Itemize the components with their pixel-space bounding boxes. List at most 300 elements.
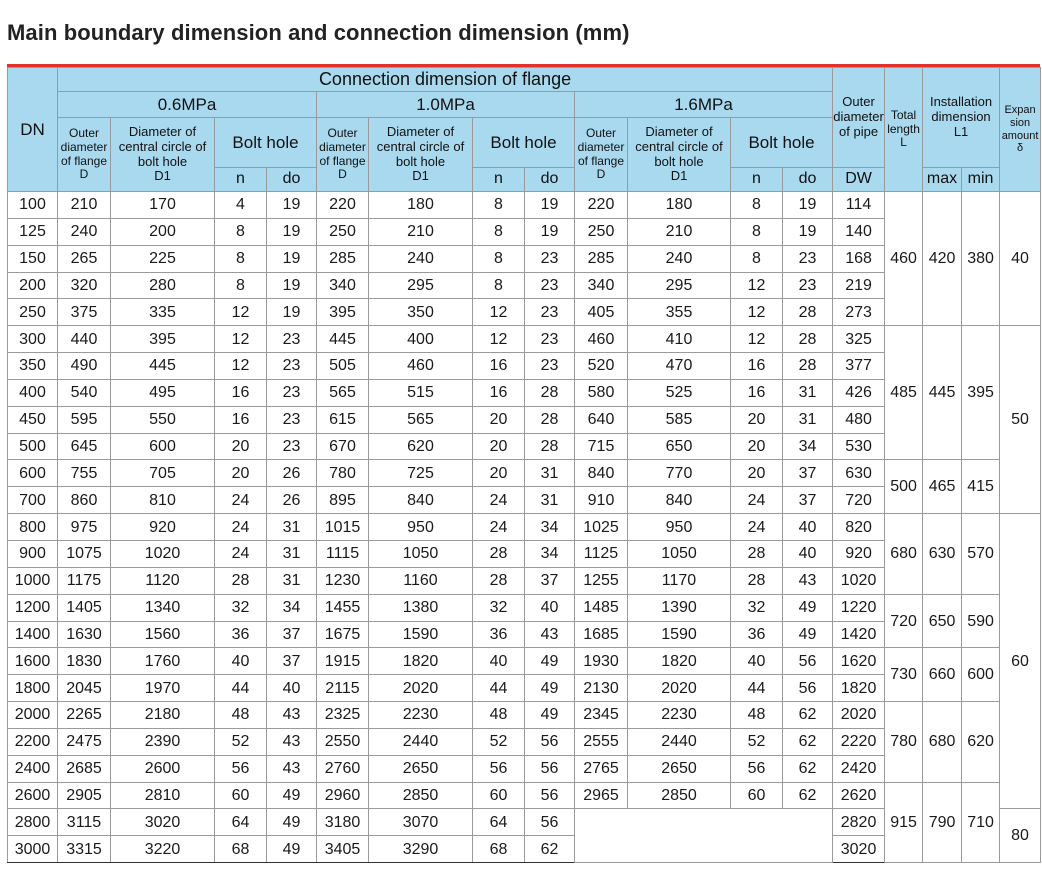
table-cell: 1020 — [833, 567, 885, 594]
install-max-cell: 660 — [923, 648, 962, 702]
table-cell: 615 — [317, 406, 369, 433]
table-cell: 16 — [215, 379, 267, 406]
table-cell: 31 — [267, 540, 317, 567]
table-cell: 1820 — [833, 675, 885, 702]
table-cell: 60 — [215, 782, 267, 809]
table-cell: 37 — [783, 487, 833, 514]
table-cell: 43 — [525, 621, 575, 648]
table-cell: 1970 — [111, 675, 215, 702]
table-cell: 375 — [58, 299, 111, 326]
table-cell: 8 — [473, 218, 525, 245]
table-cell: 1820 — [628, 648, 731, 675]
table-cell: 1630 — [58, 621, 111, 648]
table-cell: 445 — [111, 353, 215, 380]
table-cell: 2820 — [833, 809, 885, 836]
table-cell: 250 — [8, 299, 58, 326]
table-cell: 410 — [628, 326, 731, 353]
table-cell: 320 — [58, 272, 111, 299]
table-row — [8, 648, 1041, 675]
table-cell: 56 — [525, 782, 575, 809]
table-cell: 40 — [783, 514, 833, 541]
table-cell: 12 — [731, 299, 783, 326]
table-cell: 19 — [267, 192, 317, 219]
table-cell: 840 — [628, 487, 731, 514]
install-max-cell: 680 — [923, 702, 962, 783]
install-min-cell: 620 — [962, 702, 1000, 783]
table-cell: 150 — [8, 245, 58, 272]
table-cell: 24 — [215, 540, 267, 567]
table-cell: 530 — [833, 433, 885, 460]
table-cell: 720 — [833, 487, 885, 514]
table-cell: 515 — [369, 379, 473, 406]
table-cell: 240 — [58, 218, 111, 245]
table-cell: 285 — [575, 245, 628, 272]
table-cell: 23 — [525, 353, 575, 380]
table-cell: 23 — [525, 245, 575, 272]
table-cell: 426 — [833, 379, 885, 406]
table-cell: 23 — [267, 353, 317, 380]
table-cell: 170 — [111, 192, 215, 219]
table-cell: 550 — [111, 406, 215, 433]
table-cell: 975 — [58, 514, 111, 541]
do-header: do — [267, 168, 317, 192]
table-cell: 40 — [731, 648, 783, 675]
table-cell: 28 — [215, 567, 267, 594]
table-cell: 2325 — [317, 702, 369, 729]
table-cell: 335 — [111, 299, 215, 326]
table-cell: 31 — [783, 406, 833, 433]
table-cell: 2685 — [58, 755, 111, 782]
table-cell: 2400 — [8, 755, 58, 782]
table-cell: 12 — [215, 353, 267, 380]
table-cell: 1590 — [628, 621, 731, 648]
table-cell: 1760 — [111, 648, 215, 675]
table-cell: 2905 — [58, 782, 111, 809]
table-cell: 34 — [525, 514, 575, 541]
table-cell: 565 — [317, 379, 369, 406]
table-cell: 2620 — [833, 782, 885, 809]
install-max-cell: 790 — [923, 782, 962, 863]
total-length-cell: 730 — [885, 648, 923, 702]
install-min-cell: 415 — [962, 460, 1000, 514]
table-cell: 40 — [215, 648, 267, 675]
table-cell: 12 — [731, 326, 783, 353]
table-cell: 24 — [473, 514, 525, 541]
table-cell: 8 — [731, 245, 783, 272]
table-cell: 3020 — [111, 809, 215, 836]
total-length-cell: 680 — [885, 514, 923, 595]
dimension-table — [7, 67, 1041, 863]
table-cell: 2130 — [575, 675, 628, 702]
table-cell: 220 — [575, 192, 628, 219]
table-cell: 43 — [267, 728, 317, 755]
table-cell: 48 — [731, 702, 783, 729]
install-min-cell: 590 — [962, 594, 1000, 648]
table-cell: 200 — [111, 218, 215, 245]
table-cell: 810 — [111, 487, 215, 514]
table-cell: 1075 — [58, 540, 111, 567]
table-cell: 219 — [833, 272, 885, 299]
table-cell: 525 — [628, 379, 731, 406]
expansion-cell: 40 — [1000, 192, 1041, 326]
table-cell: 920 — [833, 540, 885, 567]
table-cell: 36 — [731, 621, 783, 648]
table-cell: 48 — [215, 702, 267, 729]
table-cell: 1400 — [8, 621, 58, 648]
install-max-cell: 630 — [923, 514, 962, 595]
connection-header: Connection dimension of flange — [58, 68, 833, 92]
table-cell: 840 — [369, 487, 473, 514]
table-cell: 950 — [628, 514, 731, 541]
table-cell: 23 — [783, 272, 833, 299]
table-cell: 24 — [731, 514, 783, 541]
table-cell: 1600 — [8, 648, 58, 675]
table-cell: 1830 — [58, 648, 111, 675]
table-cell: 19 — [267, 299, 317, 326]
table-cell: 16 — [731, 353, 783, 380]
table-cell: 23 — [525, 326, 575, 353]
table-cell: 1050 — [628, 540, 731, 567]
table-cell: 895 — [317, 487, 369, 514]
table-cell: 2200 — [8, 728, 58, 755]
table-cell: 1455 — [317, 594, 369, 621]
table-cell: 2020 — [628, 675, 731, 702]
table-cell: 19 — [525, 218, 575, 245]
table-cell: 49 — [525, 648, 575, 675]
outer-diameter-flange-header: Outer diameter of flange D — [58, 118, 111, 192]
table-cell: 114 — [833, 192, 885, 219]
dw-header: DW — [833, 168, 885, 192]
table-cell: 800 — [8, 514, 58, 541]
table-cell: 1340 — [111, 594, 215, 621]
bolt-hole-header: Bolt hole — [473, 118, 575, 168]
table-cell: 280 — [111, 272, 215, 299]
table-cell: 49 — [783, 621, 833, 648]
install-min-cell: 600 — [962, 648, 1000, 702]
table-cell: 52 — [731, 728, 783, 755]
expansion-cell: 80 — [1000, 809, 1041, 863]
table-cell: 3115 — [58, 809, 111, 836]
table-cell: 650 — [628, 433, 731, 460]
table-cell: 28 — [525, 406, 575, 433]
table-cell: 28 — [473, 540, 525, 567]
table-cell: 56 — [525, 755, 575, 782]
table-cell: 700 — [8, 487, 58, 514]
table-cell: 32 — [215, 594, 267, 621]
table-cell: 225 — [111, 245, 215, 272]
table-cell: 400 — [8, 379, 58, 406]
table-cell: 8 — [473, 245, 525, 272]
table-cell: 295 — [369, 272, 473, 299]
table-cell: 36 — [215, 621, 267, 648]
table-cell: 44 — [215, 675, 267, 702]
table-cell: 2230 — [369, 702, 473, 729]
table-cell: 340 — [575, 272, 628, 299]
table-cell: 140 — [833, 218, 885, 245]
table-cell: 31 — [783, 379, 833, 406]
table-cell: 250 — [317, 218, 369, 245]
table-cell: 2390 — [111, 728, 215, 755]
table-cell: 1175 — [58, 567, 111, 594]
central-circle-header: Diameter of central circle of bolt hole D1 — [111, 118, 215, 192]
table-cell: 285 — [317, 245, 369, 272]
table-cell: 2800 — [8, 809, 58, 836]
table-cell: 2420 — [833, 755, 885, 782]
table-cell: 2115 — [317, 675, 369, 702]
table-cell: 23 — [525, 272, 575, 299]
table-cell: 2650 — [628, 755, 731, 782]
install-max-cell: 650 — [923, 594, 962, 648]
table-cell: 325 — [833, 326, 885, 353]
table-cell: 350 — [369, 299, 473, 326]
table-cell: 2555 — [575, 728, 628, 755]
table-cell: 1230 — [317, 567, 369, 594]
table-cell: 36 — [473, 621, 525, 648]
table-cell: 26 — [267, 487, 317, 514]
table-cell: 62 — [783, 755, 833, 782]
table-cell: 505 — [317, 353, 369, 380]
table-cell: 1125 — [575, 540, 628, 567]
table-cell: 28 — [731, 540, 783, 567]
table-cell: 23 — [525, 299, 575, 326]
table-row — [8, 782, 1041, 809]
empty-cell — [575, 809, 833, 863]
table-cell: 395 — [111, 326, 215, 353]
table-cell: 1025 — [575, 514, 628, 541]
table-cell: 52 — [215, 728, 267, 755]
table-cell: 1000 — [8, 567, 58, 594]
table-cell: 34 — [525, 540, 575, 567]
table-cell: 68 — [215, 836, 267, 863]
table-cell: 8 — [473, 192, 525, 219]
table-cell: 31 — [267, 567, 317, 594]
table-cell: 340 — [317, 272, 369, 299]
table-cell: 950 — [369, 514, 473, 541]
do-header: do — [525, 168, 575, 192]
outer-diameter-flange-header: Outer diameter of flange D — [575, 118, 628, 192]
table-cell: 56 — [525, 809, 575, 836]
table-cell: 600 — [8, 460, 58, 487]
table-cell: 640 — [575, 406, 628, 433]
table-cell: 24 — [473, 487, 525, 514]
table-cell: 3070 — [369, 809, 473, 836]
table-cell: 2000 — [8, 702, 58, 729]
table-cell: 295 — [628, 272, 731, 299]
table-cell: 28 — [525, 433, 575, 460]
table-cell: 595 — [58, 406, 111, 433]
table-row — [8, 326, 1041, 353]
table-cell: 210 — [369, 218, 473, 245]
table-cell: 8 — [731, 192, 783, 219]
table-cell: 20 — [473, 433, 525, 460]
table-cell: 28 — [783, 326, 833, 353]
table-cell: 2850 — [369, 782, 473, 809]
table-cell: 8 — [731, 218, 783, 245]
table-cell: 1015 — [317, 514, 369, 541]
install-max-cell: 445 — [923, 326, 962, 460]
table-cell: 49 — [267, 836, 317, 863]
table-cell: 3220 — [111, 836, 215, 863]
table-cell: 2475 — [58, 728, 111, 755]
table-cell: 23 — [267, 406, 317, 433]
pressure-header: 1.6MPa — [575, 92, 833, 118]
install-min-cell: 380 — [962, 192, 1000, 326]
table-cell: 1590 — [369, 621, 473, 648]
table-cell: 20 — [731, 460, 783, 487]
table-cell: 31 — [525, 487, 575, 514]
table-cell: 32 — [731, 594, 783, 621]
table-cell: 1220 — [833, 594, 885, 621]
table-cell: 860 — [58, 487, 111, 514]
table-cell: 240 — [628, 245, 731, 272]
table-cell: 630 — [833, 460, 885, 487]
table-cell: 920 — [111, 514, 215, 541]
table-cell: 28 — [525, 379, 575, 406]
table-cell: 12 — [473, 326, 525, 353]
install-min-cell: 570 — [962, 514, 1000, 595]
table-row — [8, 460, 1041, 487]
total-length-cell: 500 — [885, 460, 923, 514]
table-cell: 2600 — [111, 755, 215, 782]
table-cell: 34 — [267, 594, 317, 621]
table-cell: 12 — [473, 299, 525, 326]
table-cell: 12 — [215, 299, 267, 326]
table-cell: 820 — [833, 514, 885, 541]
table-cell: 56 — [783, 648, 833, 675]
table-cell: 62 — [783, 702, 833, 729]
install-max-cell: 420 — [923, 192, 962, 326]
outer-pipe-header: Outer diameter of pipe — [833, 68, 885, 168]
expansion-cell: 60 — [1000, 514, 1041, 809]
table-cell: 2220 — [833, 728, 885, 755]
table-cell: 56 — [731, 755, 783, 782]
table-cell: 37 — [267, 621, 317, 648]
table-cell: 40 — [783, 540, 833, 567]
table-cell: 19 — [267, 218, 317, 245]
table-cell: 31 — [267, 514, 317, 541]
table-cell: 2650 — [369, 755, 473, 782]
table-cell: 44 — [473, 675, 525, 702]
table-cell: 1200 — [8, 594, 58, 621]
table-cell: 20 — [731, 406, 783, 433]
table-cell: 3315 — [58, 836, 111, 863]
table-cell: 2180 — [111, 702, 215, 729]
table-cell: 1485 — [575, 594, 628, 621]
table-row — [8, 594, 1041, 621]
table-cell: 8 — [215, 245, 267, 272]
table-cell: 210 — [58, 192, 111, 219]
table-cell: 1620 — [833, 648, 885, 675]
table-cell: 43 — [267, 702, 317, 729]
table-cell: 1390 — [628, 594, 731, 621]
table-cell: 725 — [369, 460, 473, 487]
table-cell: 490 — [58, 353, 111, 380]
table-cell: 405 — [575, 299, 628, 326]
table-cell: 56 — [473, 755, 525, 782]
table-cell: 20 — [215, 433, 267, 460]
table-cell: 240 — [369, 245, 473, 272]
table-cell: 1420 — [833, 621, 885, 648]
table-cell: 705 — [111, 460, 215, 487]
table-cell: 480 — [833, 406, 885, 433]
table-cell: 4 — [215, 192, 267, 219]
table-cell: 28 — [783, 299, 833, 326]
table-cell: 400 — [369, 326, 473, 353]
table-cell: 60 — [473, 782, 525, 809]
table-cell: 48 — [473, 702, 525, 729]
table-cell: 8 — [215, 218, 267, 245]
table-cell: 1115 — [317, 540, 369, 567]
table-cell: 19 — [267, 245, 317, 272]
table-cell: 220 — [317, 192, 369, 219]
table-cell: 24 — [215, 487, 267, 514]
install-max-cell: 465 — [923, 460, 962, 514]
table-cell: 16 — [215, 406, 267, 433]
table-cell: 580 — [575, 379, 628, 406]
table-cell: 273 — [833, 299, 885, 326]
table-cell: 565 — [369, 406, 473, 433]
table-cell: 450 — [8, 406, 58, 433]
table-cell: 52 — [473, 728, 525, 755]
table-cell: 23 — [267, 379, 317, 406]
table-cell: 3180 — [317, 809, 369, 836]
table-cell: 180 — [628, 192, 731, 219]
table-cell: 8 — [215, 272, 267, 299]
table-cell: 1255 — [575, 567, 628, 594]
table-cell: 16 — [473, 353, 525, 380]
table-cell: 715 — [575, 433, 628, 460]
table-cell: 2550 — [317, 728, 369, 755]
table-cell: 910 — [575, 487, 628, 514]
table-cell: 670 — [317, 433, 369, 460]
table-cell: 37 — [783, 460, 833, 487]
table-cell: 2810 — [111, 782, 215, 809]
table-cell: 1020 — [111, 540, 215, 567]
table-cell: 1685 — [575, 621, 628, 648]
table-cell: 350 — [8, 353, 58, 380]
table-cell: 1675 — [317, 621, 369, 648]
table-cell: 8 — [473, 272, 525, 299]
table-cell: 460 — [575, 326, 628, 353]
total-length-header: Total length L — [885, 68, 923, 192]
page-title: Main boundary dimension and connection dimension (mm) — [7, 20, 630, 45]
table-cell: 460 — [369, 353, 473, 380]
table-cell: 645 — [58, 433, 111, 460]
table-cell: 12 — [731, 272, 783, 299]
table-cell: 377 — [833, 353, 885, 380]
table-cell: 3405 — [317, 836, 369, 863]
total-length-cell: 720 — [885, 594, 923, 648]
table-body — [8, 192, 1041, 863]
table-cell: 1930 — [575, 648, 628, 675]
table-cell: 16 — [473, 379, 525, 406]
table-cell: 900 — [8, 540, 58, 567]
table-cell: 125 — [8, 218, 58, 245]
table-cell: 24 — [215, 514, 267, 541]
central-circle-header: Diameter of central circle of bolt hole D1 — [628, 118, 731, 192]
table-cell: 1380 — [369, 594, 473, 621]
table-cell: 440 — [58, 326, 111, 353]
table-cell: 2045 — [58, 675, 111, 702]
table-cell: 49 — [525, 702, 575, 729]
table-cell: 49 — [267, 782, 317, 809]
table-cell: 62 — [783, 782, 833, 809]
table-cell: 100 — [8, 192, 58, 219]
pressure-header: 0.6MPa — [58, 92, 317, 118]
table-cell: 56 — [215, 755, 267, 782]
table-cell: 2760 — [317, 755, 369, 782]
table-cell: 49 — [525, 675, 575, 702]
